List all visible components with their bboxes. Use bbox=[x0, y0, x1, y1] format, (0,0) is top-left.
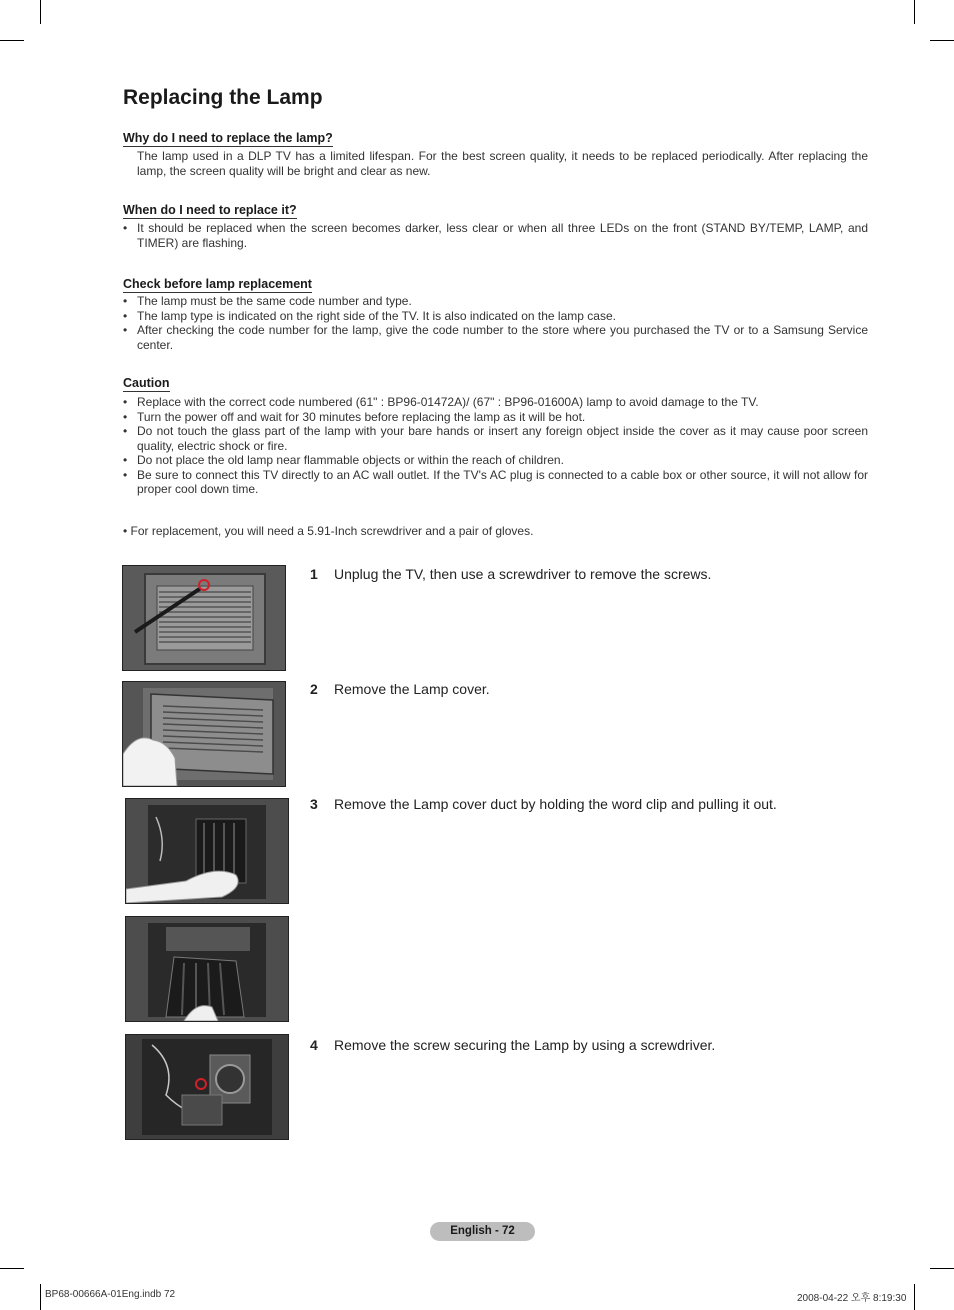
check-list bbox=[123, 294, 868, 352]
step-text: Remove the Lamp cover. bbox=[334, 681, 490, 697]
when-list bbox=[123, 221, 868, 250]
step2-photo bbox=[122, 681, 286, 787]
when-heading: When do I need to replace it? bbox=[123, 203, 297, 217]
page-title: Replacing the Lamp bbox=[123, 86, 323, 109]
step-number: 2 bbox=[310, 681, 318, 697]
list-item: • The lamp type is indicated on the right side of the TV. It is also indicated on the lamp case. bbox=[123, 309, 868, 324]
step-number: 3 bbox=[310, 796, 318, 812]
list-item: • After checking the code number for the lamp, give the code number to the store where you purchased the TV or to a Samsung Service center. bbox=[123, 323, 868, 352]
step-3 bbox=[310, 796, 777, 812]
list-item: • It should be replaced when the screen becomes darker, less clear or when all three LEDs on the front (STAND BY/TEMP, LAMP, and TIMER) are flashing. bbox=[123, 221, 868, 250]
step-text: Remove the screw securing the Lamp by using a screwdriver. bbox=[334, 1037, 716, 1053]
step-1 bbox=[310, 566, 711, 582]
caution-list bbox=[123, 395, 868, 497]
step-text: Unplug the TV, then use a screwdriver to remove the screws. bbox=[334, 566, 712, 582]
list-item: • The lamp must be the same code number and type. bbox=[123, 294, 868, 309]
check-heading: Check before lamp replacement bbox=[123, 277, 312, 291]
step-number: 1 bbox=[310, 566, 318, 582]
step4-photo bbox=[125, 1034, 289, 1140]
crop-mark bbox=[0, 40, 24, 41]
step1-photo bbox=[122, 565, 286, 671]
step3-photo bbox=[125, 798, 289, 904]
crop-mark bbox=[930, 1268, 954, 1269]
step-2 bbox=[310, 681, 490, 697]
footer-timestamp: 2008-04-22 오후 8:19:30 bbox=[797, 1293, 907, 1304]
crop-mark bbox=[914, 1284, 915, 1310]
step-number: 4 bbox=[310, 1037, 318, 1053]
crop-mark bbox=[0, 1268, 24, 1269]
step-4 bbox=[310, 1037, 715, 1053]
list-item: • Be sure to connect this TV directly to an AC wall outlet. If the TV's AC plug is connected to a cable box or other source, it will not allow for proper cool down time. bbox=[123, 468, 868, 497]
crop-mark bbox=[40, 0, 41, 24]
crop-mark bbox=[40, 1284, 41, 1310]
why-heading: Why do I need to replace the lamp? bbox=[123, 131, 333, 145]
page-number-badge: English - 72 bbox=[430, 1222, 535, 1241]
footer-file-info: BP68-00666A-01Eng.indb 72 bbox=[45, 1289, 176, 1300]
crop-mark bbox=[914, 0, 915, 24]
tools-note: • For replacement, you will need a 5.91-Inch screwdriver and a pair of gloves. bbox=[123, 524, 534, 538]
list-item: • Do not touch the glass part of the lamp with your bare hands or insert any foreign object inside the cover as it may cause poor screen quality, electric shock or fire. bbox=[123, 424, 868, 453]
list-item: • Turn the power off and wait for 30 minutes before replacing the lamp as it will be hot. bbox=[123, 410, 868, 425]
why-text: The lamp used in a DLP TV has a limited lifespan. For the best screen quality, it needs to be replaced periodically. After replacing the lamp, the screen quality will be bright and clear as new. bbox=[137, 149, 868, 178]
step3-photo-2 bbox=[125, 916, 289, 1022]
step-text: Remove the Lamp cover duct by holding the word clip and pulling it out. bbox=[334, 796, 777, 812]
crop-mark bbox=[930, 40, 954, 41]
caution-heading: Caution bbox=[123, 376, 170, 390]
list-item: • Replace with the correct code numbered (61" : BP96-01472A)/ (67" : BP96-01600A) lamp to avoid damage to the TV. bbox=[123, 395, 868, 410]
list-item: • Do not place the old lamp near flammable objects or within the reach of children. bbox=[123, 453, 868, 468]
